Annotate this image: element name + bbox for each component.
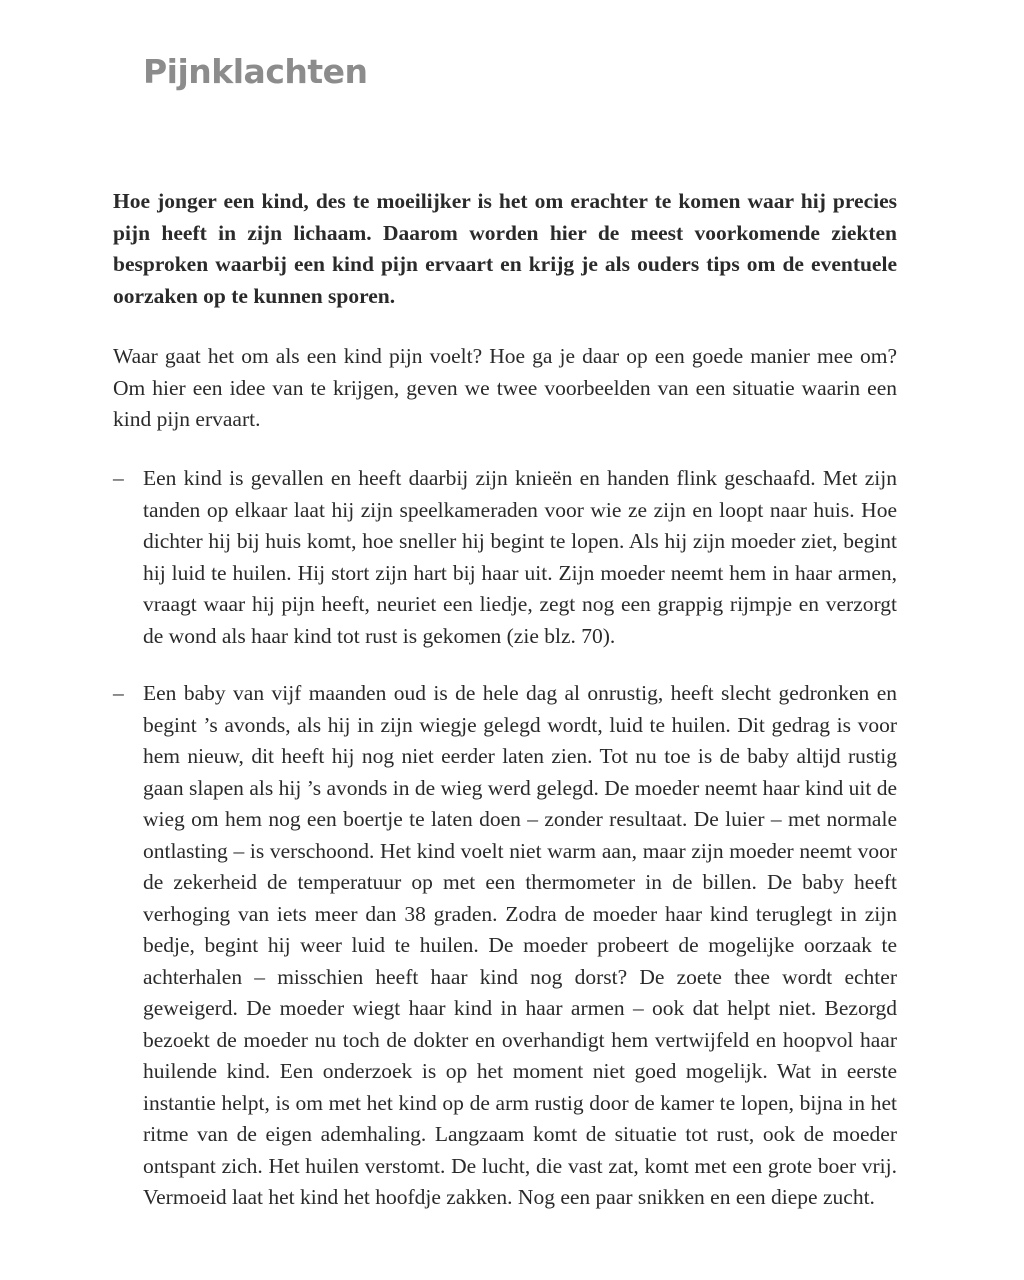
intro-paragraph: Hoe jonger een kind, des te moeilijker is het om erachter te komen waar hij precies pijn heeft in zijn lichaam. Daarom worden hier de meest voorkomende ziekten besproken waarbij een kind pijn ervaart en krijg je als ouders tips om de eventuele oorzaken op te kunnen sporen. [113, 189, 897, 308]
list-dash: – [113, 681, 124, 705]
page-title: Pijnklachten [143, 52, 368, 91]
list-item [113, 463, 897, 652]
list-item-text: Een kind is gevallen en heeft daarbij zijn knieën en handen flink geschaafd. Met zijn tanden op elkaar laat hij zijn speelkameraden voor wie ze zijn en loopt naar huis. Hoe dichter hij bij huis komt, hoe sneller hij begint te lopen. Als hij zijn moeder ziet, begint hij luid te huilen. Hij stort zijn hart bij haar uit. Zijn moeder neemt hem in haar armen, vraagt waar hij pijn heeft, neuriet een liedje, zegt nog een grappig rijmpje en verzorgt de wond als haar kind tot rust is gekomen (zie blz. 70). [143, 466, 897, 648]
list-item-text: Een baby van vijf maanden oud is de hele dag al onrustig, heeft slecht gedronken en begint ’s avonds, als hij in zijn wiegje gelegd wordt, luid te huilen. Dit gedrag is voor hem nieuw, dit heeft hij nog niet eerder laten zien. Tot nu toe is de baby altijd rustig gaan slapen als hij ’s avonds in de wieg werd gelegd. De moeder neemt haar kind uit de wieg om hem nog een boertje te laten doen – zonder resultaat. De luier – met normale ontlasting – is verschoond. Het kind voelt niet warm aan, maar zijn moeder neemt voor de zekerheid de temperatuur op met een thermometer in de billen. De baby heeft verhoging van iets meer dan 38 graden. Zodra de moeder haar kind teruglegt in zijn bedje, begint hij weer luid te huilen. De moeder probeert de mogelijke oorzaak te achterhalen – misschien heeft haar kind nog dorst? De zoete thee wordt echter geweigerd. De moeder wiegt haar kind in haar armen – ook dat helpt niet. Bezorgd bezoekt de moeder nu toch de dokter en overhandigt hem vertwijfeld en hoopvol haar huilende kind. Een onderzoek is op het moment niet goed mogelijk. Wat in eerste instantie helpt, is om met het kind op de arm rustig door de kamer te lopen, bijna in het ritme van de eigen ademhaling. Langzaam komt de situatie tot rust, ook de moeder ontspant zich. Het huilen verstomt. De lucht, die vast zat, komt met een grote boer vrij. Vermoeid laat het kind het hoofdje zakken. Nog een paar snikken en een diepe zucht. [143, 681, 897, 1209]
list-dash: – [113, 466, 124, 490]
body-paragraph: Waar gaat het om als een kind pijn voelt? Hoe ga je daar op een goede manier mee om? Om hier een idee van te krijgen, geven we twee voorbeelden van een situatie waarin een kind pijn ervaart. [113, 344, 897, 431]
list-item [113, 678, 897, 1214]
